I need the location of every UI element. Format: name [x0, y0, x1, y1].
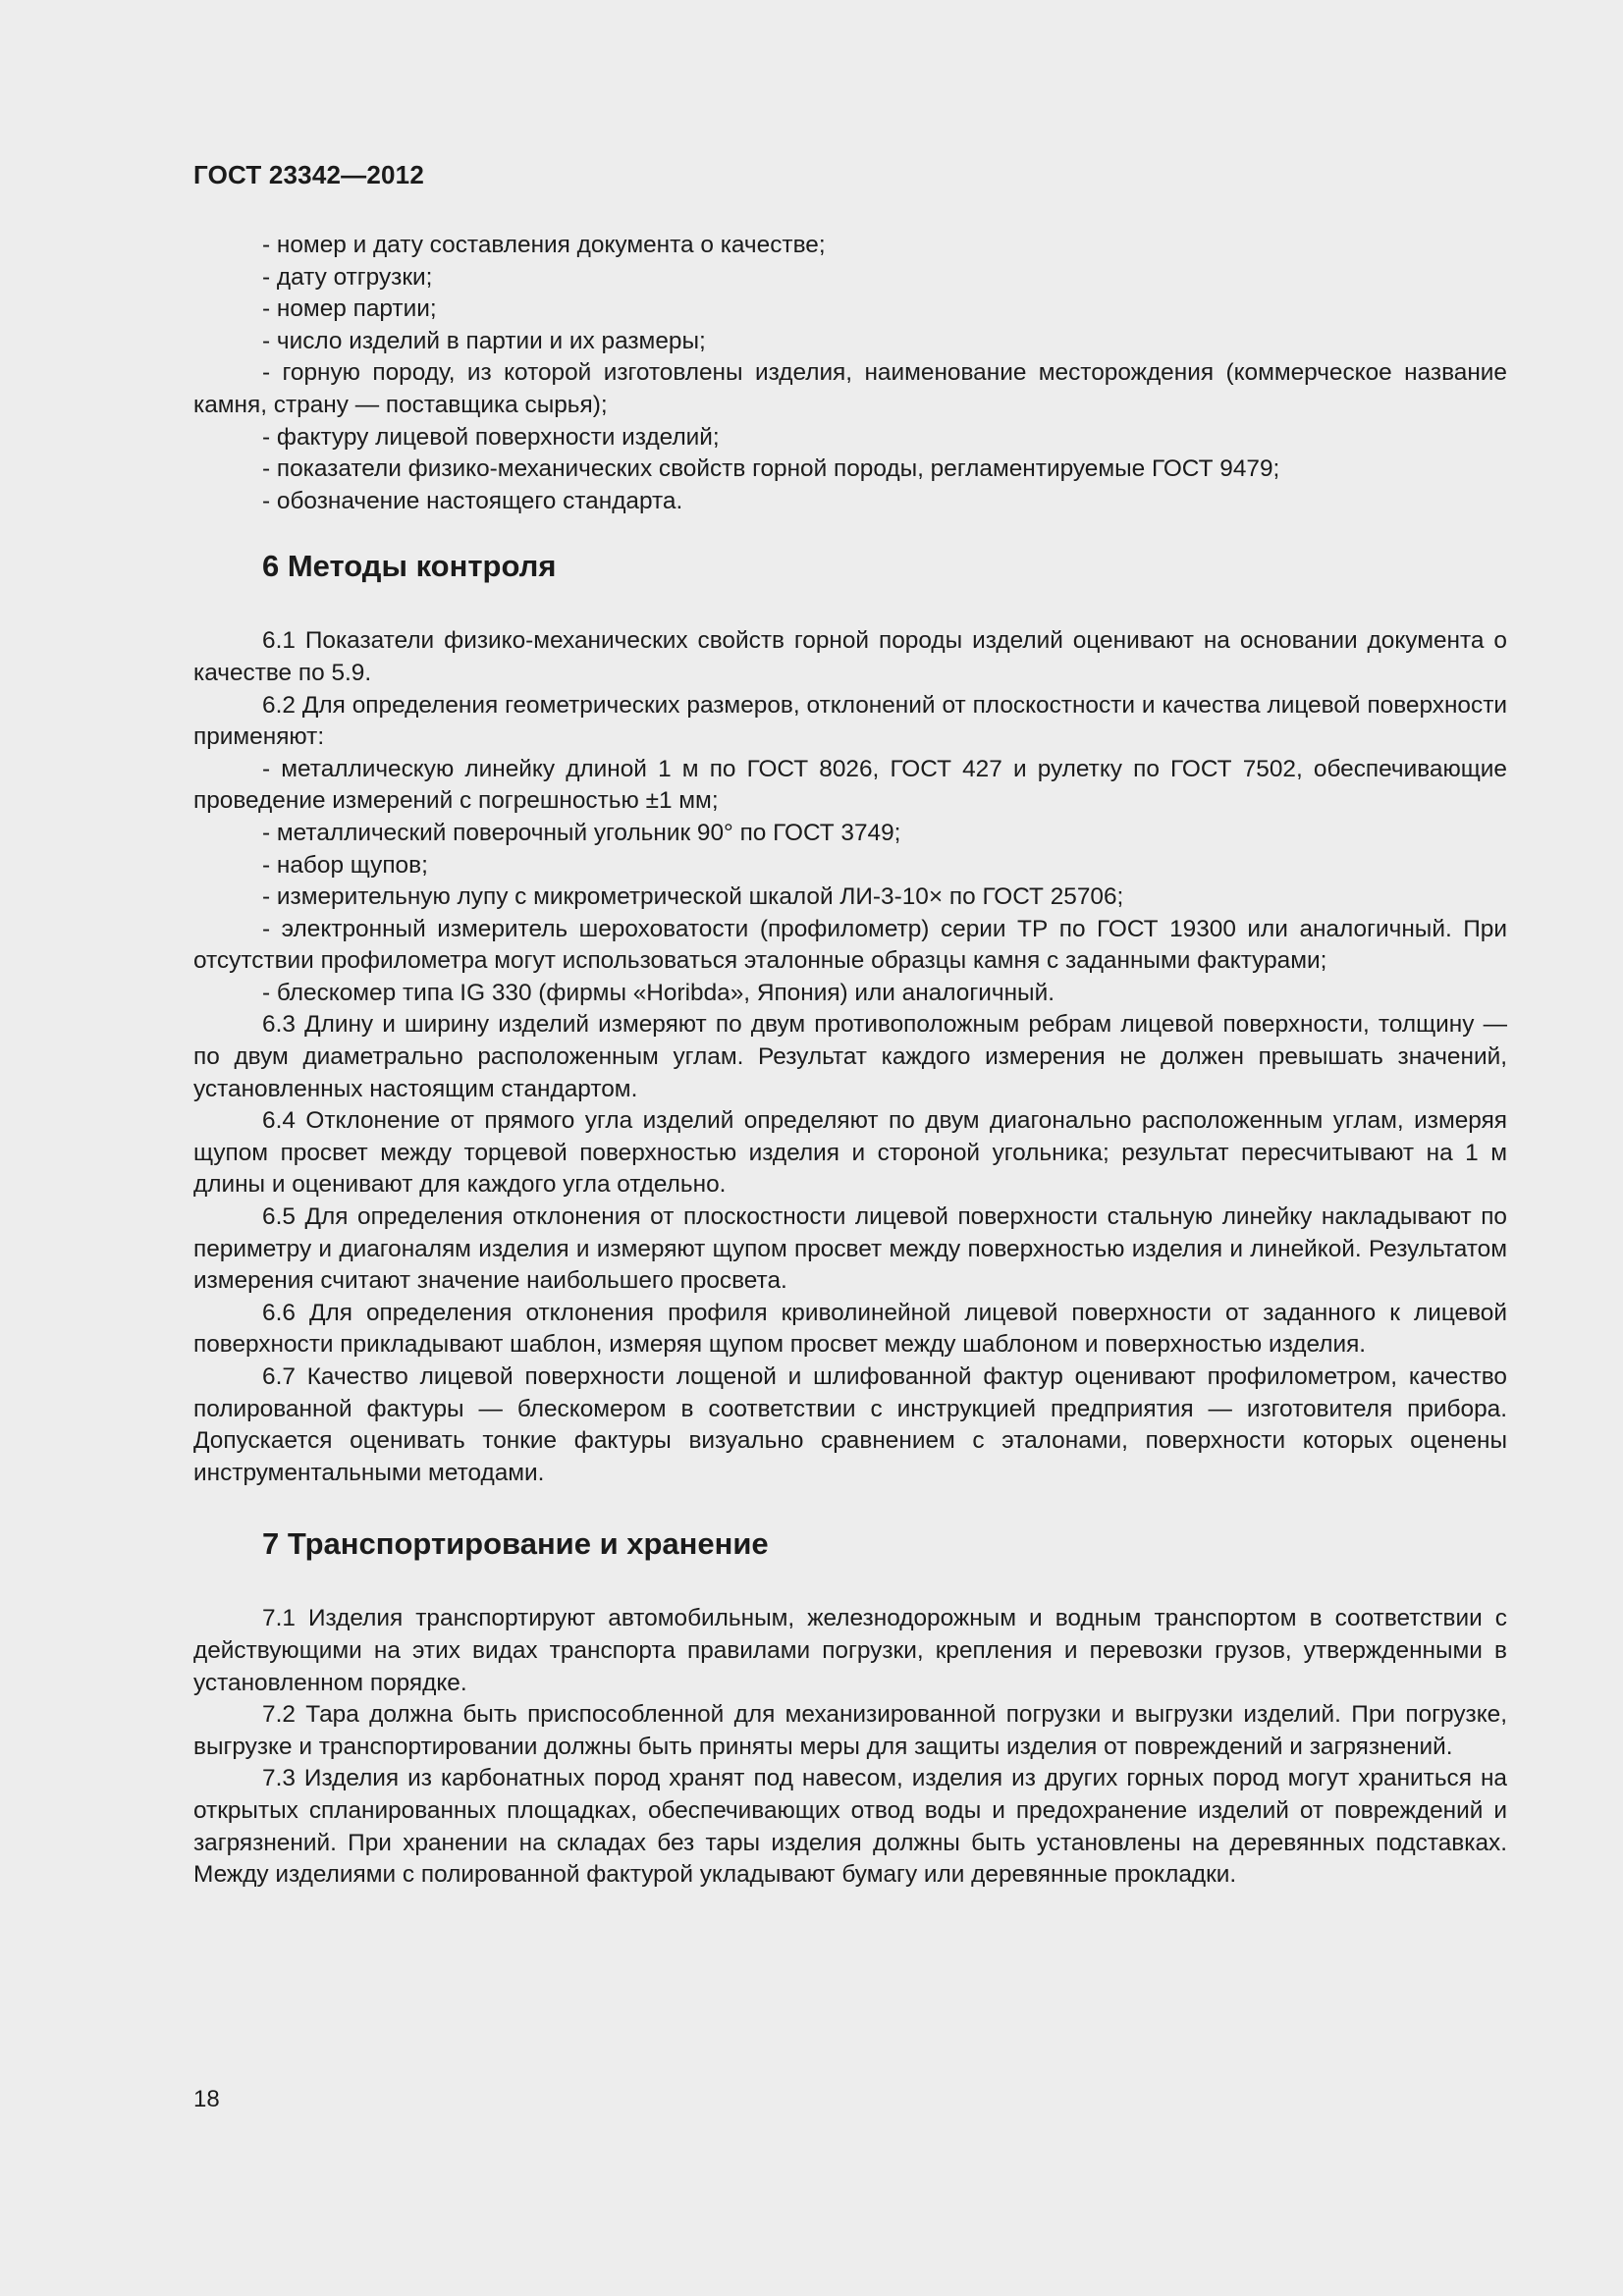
list-item: - дату отгрузки; [262, 263, 433, 291]
list-item: - горную породу, из которой изготовлены изделия, наименование месторождения (коммерческое название камня, страну — поставщика сырья); [193, 359, 1507, 418]
list-item: - фактуру лицевой поверхности изделий; [262, 423, 720, 451]
section-heading-7: 7 Транспортирование и хранение [262, 1526, 769, 1562]
list-item: - измерительную лупу с микрометрической шкалой ЛИ-3-10× по ГОСТ 25706; [262, 883, 1124, 911]
paragraph-6-6: 6.6 Для определения отклонения профиля криволинейной лицевой поверхности от заданного к лицевой поверхности прикладывают шаблон, измеряя щупом просвет между шаблоном и поверхностью изделия. [193, 1299, 1507, 1359]
paragraph-7-2: 7.2 Тара должна быть приспособленной для механизированной погрузки и выгрузки изделий. При погрузке, выгрузке и транспортировании должны быть приняты меры для защиты изделия от повреждений и загрязнений. [193, 1701, 1507, 1760]
paragraph-7-3: 7.3 Изделия из карбонатных пород хранят под навесом, изделия из других горных пород могут храниться на открытых спланированных площадках, обеспечивающих отвод воды и предохранение изделий от повреждений и загрязнений. При хранении на складах без тары изделия должны быть установлены на деревянных подставках. Между изделиями с полированной фактурой укладывают бумагу или деревянные прокладки. [193, 1765, 1507, 1889]
list-item: - блескомер типа IG 330 (фирмы «Horibda», Япония) или аналогичный. [262, 979, 1055, 1006]
page-number: 18 [193, 2086, 220, 2112]
paragraph-6-3: 6.3 Длину и ширину изделий измеряют по двум противоположным ребрам лицевой поверхности, толщину — по двум диаметрально расположенным углам. Результат каждого измерения не должен превышать значений, установленных настоящим стандартом. [193, 1011, 1507, 1102]
paragraph-6-4: 6.4 Отклонение от прямого угла изделий определяют по двум диагонально расположенным углам, измеряя щупом просвет между торцевой поверхностью изделия и стороной угольника; результат пересчитывают на 1 м длины и оценивают для каждого угла отдельно. [193, 1107, 1507, 1199]
paragraph-6-1: 6.1 Показатели физико-механических свойств горной породы изделий оценивают на основании документа о качестве по 5.9. [193, 627, 1507, 686]
list-item: - обозначение настоящего стандарта. [262, 487, 683, 514]
list-item: - показатели физико-механических свойств горной породы, регламентируемые ГОСТ 9479; [262, 455, 1280, 483]
paragraph-6-2: 6.2 Для определения геометрических размеров, отклонений от плоскостности и качества лицевой поверхности применяют: [193, 691, 1507, 751]
list-item: - число изделий в партии и их размеры; [262, 327, 706, 354]
paragraph-6-7: 6.7 Качество лицевой поверхности лощеной и шлифованной фактур оценивают профилометром, качество полированной фактуры — блескомером в соответствии с инструкцией предприятия — изготовителя прибора. Допускается оценивать тонкие фактуры визуально сравнением с эталонами, поверхности которых оценены инструментальными методами. [193, 1363, 1507, 1486]
list-item: - электронный измеритель шероховатости (профилометр) серии ТР по ГОСТ 19300 или аналогичный. При отсутствии профилометра могут использоваться эталонные образцы камня с заданными фактурами; [193, 915, 1507, 975]
list-item: - металлический поверочный угольник 90° по ГОСТ 3749; [262, 819, 901, 846]
list-item: - номер партии; [262, 295, 437, 323]
paragraph-6-5: 6.5 Для определения отклонения от плоскостности лицевой поверхности стальную линейку накладывают по периметру и диагоналям изделия и измеряют щупом просвет между поверхностью изделия и линейкой. Результатом измерения считают значение наибольшего просвета. [193, 1203, 1507, 1295]
section-heading-6: 6 Методы контроля [262, 549, 557, 584]
list-item: - набор щупов; [262, 851, 428, 879]
list-item: - металлическую линейку длиной 1 м по ГОСТ 8026, ГОСТ 427 и рулетку по ГОСТ 7502, обеспечивающие проведение измерений с погрешностью ±1 мм; [193, 755, 1507, 815]
document-header: ГОСТ 23342—2012 [193, 160, 424, 189]
list-item: - номер и дату составления документа о качестве; [262, 232, 826, 258]
paragraph-7-1: 7.1 Изделия транспортируют автомобильным, железнодорожным и водным транспортом в соответствии с действующими на этих видах транспорта правилами погрузки, крепления и перевозки грузов, утвержденными в установленном порядке. [193, 1605, 1507, 1696]
document-body [193, 230, 1507, 1892]
